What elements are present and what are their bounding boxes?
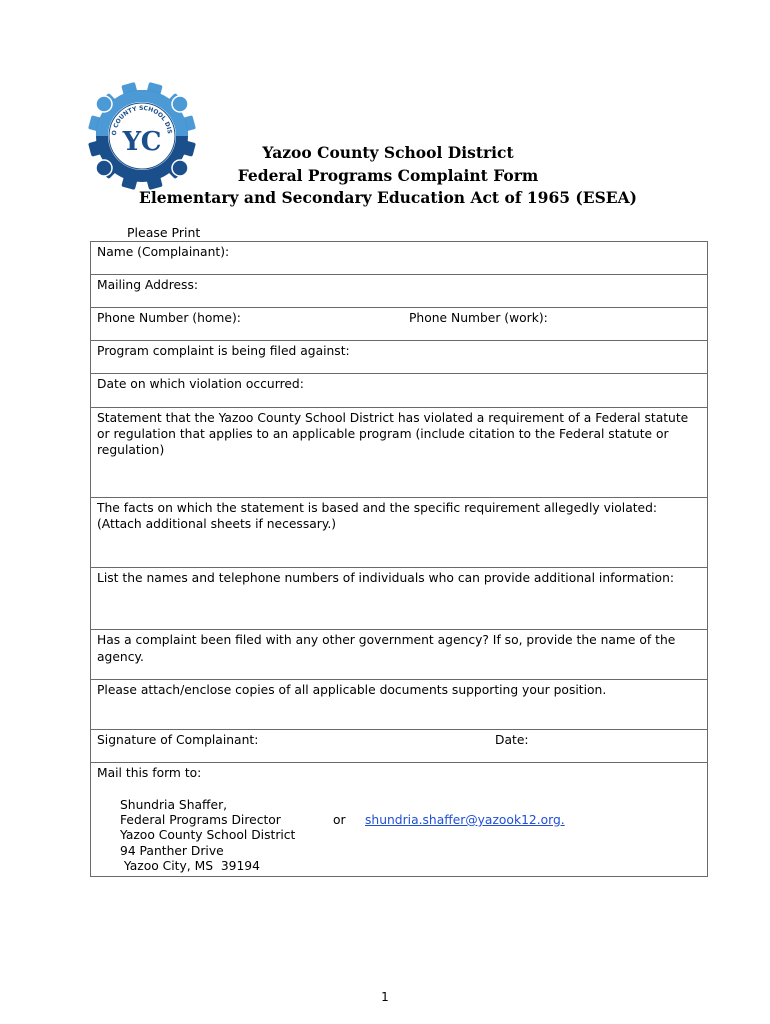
witnesses-field[interactable] [91,568,707,630]
mail-to-label: Mail this form to: [97,766,202,780]
contact-name: Shundria Shaffer, [120,798,228,812]
attach-documents-row [91,680,707,730]
other-agency-field[interactable] [91,630,707,680]
act-title: Elementary and Secondary Education Act of 1965 (ESEA) [139,188,637,207]
please-print-note: Please Print [127,225,201,240]
page-number: 1 [381,990,389,1004]
name-label: Name (Complainant): [97,245,230,259]
statement-field[interactable] [91,408,707,498]
logo-monogram: YC [122,127,162,157]
complaint-form-table [90,241,708,877]
name-field[interactable] [91,242,707,275]
facts-label: The facts on which the statement is based and the specific requirement allegedly violated: [97,501,658,515]
form-title: Federal Programs Complaint Form [237,165,539,185]
mailing-instructions [91,763,707,876]
or-text: or [333,813,346,827]
phone-work-field[interactable]: Phone Number (work): [409,311,548,325]
signature-row [91,730,707,763]
date-field[interactable]: Date: [495,733,529,747]
facts-field[interactable] [91,498,707,568]
phone-home-field[interactable]: Phone Number (home): [97,311,241,325]
violation-date-field[interactable] [91,374,707,408]
phone-row [91,308,707,341]
email-link[interactable]: shundria.shaffer@yazook12.org. [365,813,565,827]
other-agency-label: Has a complaint been filed with any other government agency? If so, provide the name of the agency. [97,633,676,664]
contact-street: 94 Panther Drive [120,843,224,858]
witnesses-label: List the names and telephone numbers of individuals who can provide additional information: [97,571,675,585]
violation-date-label: Date on which violation occurred: [97,377,304,391]
mailing-address-field[interactable] [91,275,707,308]
program-field[interactable] [91,341,707,374]
district-title: Yazoo County School District [262,143,514,162]
statement-label: Statement that the Yazoo County School District has violated a requirement of a Federal statute or regulation that applies to an applicable program (include citation to the Federal statute or regulation) [97,411,689,457]
logo-arc-text: O COUNTY SCHOOL DIS [110,104,173,136]
mailing-address-label: Mailing Address: [97,278,199,292]
program-label: Program complaint is being filed against: [97,344,350,358]
attach-documents-label: Please attach/enclose copies of all applicable documents supporting your position. [97,683,607,697]
form-header [0,142,770,210]
contact-city: Yazoo City, MS 39194 [120,858,260,873]
facts-note: (Attach additional sheets if necessary.) [97,517,337,531]
signature-field[interactable]: Signature of Complainant: [97,733,259,747]
contact-org: Yazoo County School District [120,828,296,843]
contact-address [97,798,701,874]
contact-title: Federal Programs Director [120,813,281,828]
